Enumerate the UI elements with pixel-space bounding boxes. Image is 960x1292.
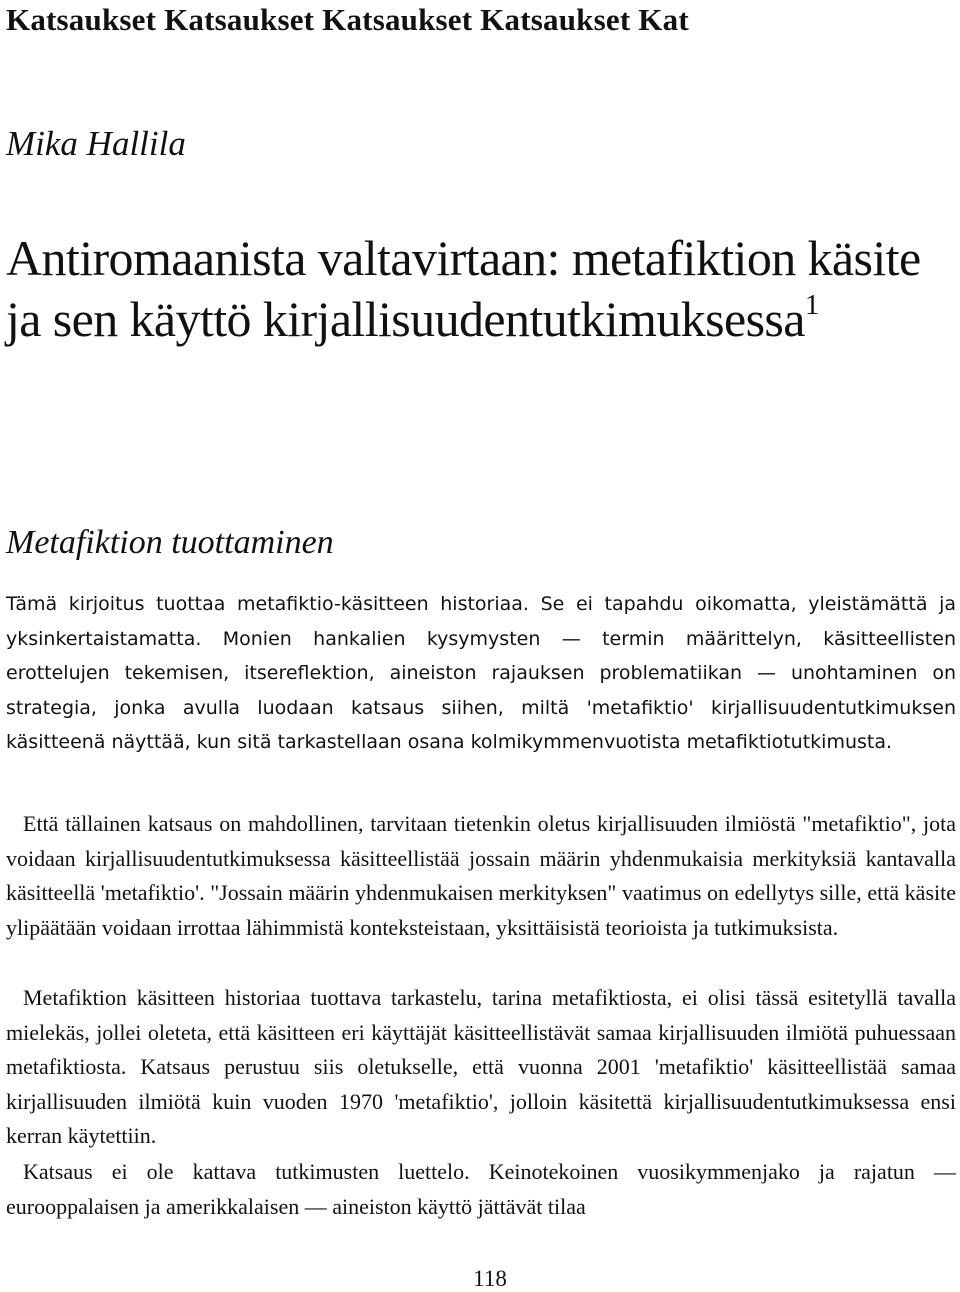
- article-title: [6, 228, 946, 350]
- body-paragraph-2: Että tällainen katsaus on mahdollinen, tarvitaan tietenkin oletus kirjallisuuden ilmiöstä "metafiktio", jota voidaan kirjallisuudentutkimuksessa käsitteellistää jossain määrin yhdenmukaisia merkityksiä kantavalla käsitteellä 'metafiktio'. "Jossain määrin yhdenmukaisen merkityksen" vaatimus on edellytys sille, että käsite ylipäätään voidaan irrottaa lähimmistä konteksteistaan, yksittäisistä teorioista ja tutkimuksista.: [6, 811, 956, 940]
- running-header: Katsaukset Katsaukset Katsaukset Katsaukset Kat: [6, 2, 689, 37]
- body-paragraph-1: Tämä kirjoitus tuottaa metafiktio-käsitteen historiaa. Se ei tapahdu oikomatta, yleistämättä ja yksinkertaistamatta. Monien hankalien kysymysten — termin määrittelyn, käsitteellisten erottelujen tekemisen, itsereflektion, aineiston rajauksen problematiikan — unohtaminen on strategia, jonka avulla luodaan katsaus siihen, miltä 'metafiktio' kirjallisuudentutkimuksen käsitteenä näyttää, kun sitä tarkastellaan osana kolmikymmenvuotista metafiktiotutkimusta.: [6, 593, 956, 754]
- title-footnote-mark[interactable]: 1: [804, 289, 819, 321]
- article-title-text: Antiromaanista valtavirtaan: metafiktion käsite ja sen käyttö kirjallisuudentutkimuksessa: [6, 230, 921, 347]
- body-paragraph-3: Metafiktion käsitteen historiaa tuottava tarkastelu, tarina metafiktiosta, ei olisi tässä esitetyllä tavalla mielekäs, jollei oleteta, että käsitteen eri käyttäjät käsitteellistävät samaa kirjallisuuden ilmiötä puhuessaan metafiktiosta. Katsaus perustuu siis oletukselle, että vuonna 2001 'metafiktio' käsitteellistää samaa kirjallisuuden ilmiötä kuin vuoden 1970 'metafiktio', jolloin käsitettä kirjallisuudentutkimuksessa ensi kerran käytettiin.: [6, 985, 956, 1149]
- section-heading: Metafiktion tuottaminen: [6, 524, 334, 561]
- page-number: 118: [473, 1266, 507, 1291]
- author-name: Mika Hallila: [6, 124, 186, 163]
- body-paragraph-4: Katsaus ei ole kattava tutkimusten luettelo. Keinotekoinen vuosikymmenjako ja rajatun — eurooppalaisen ja amerikkalaisen — aineiston käyttö jättävät tilaa: [6, 1159, 956, 1219]
